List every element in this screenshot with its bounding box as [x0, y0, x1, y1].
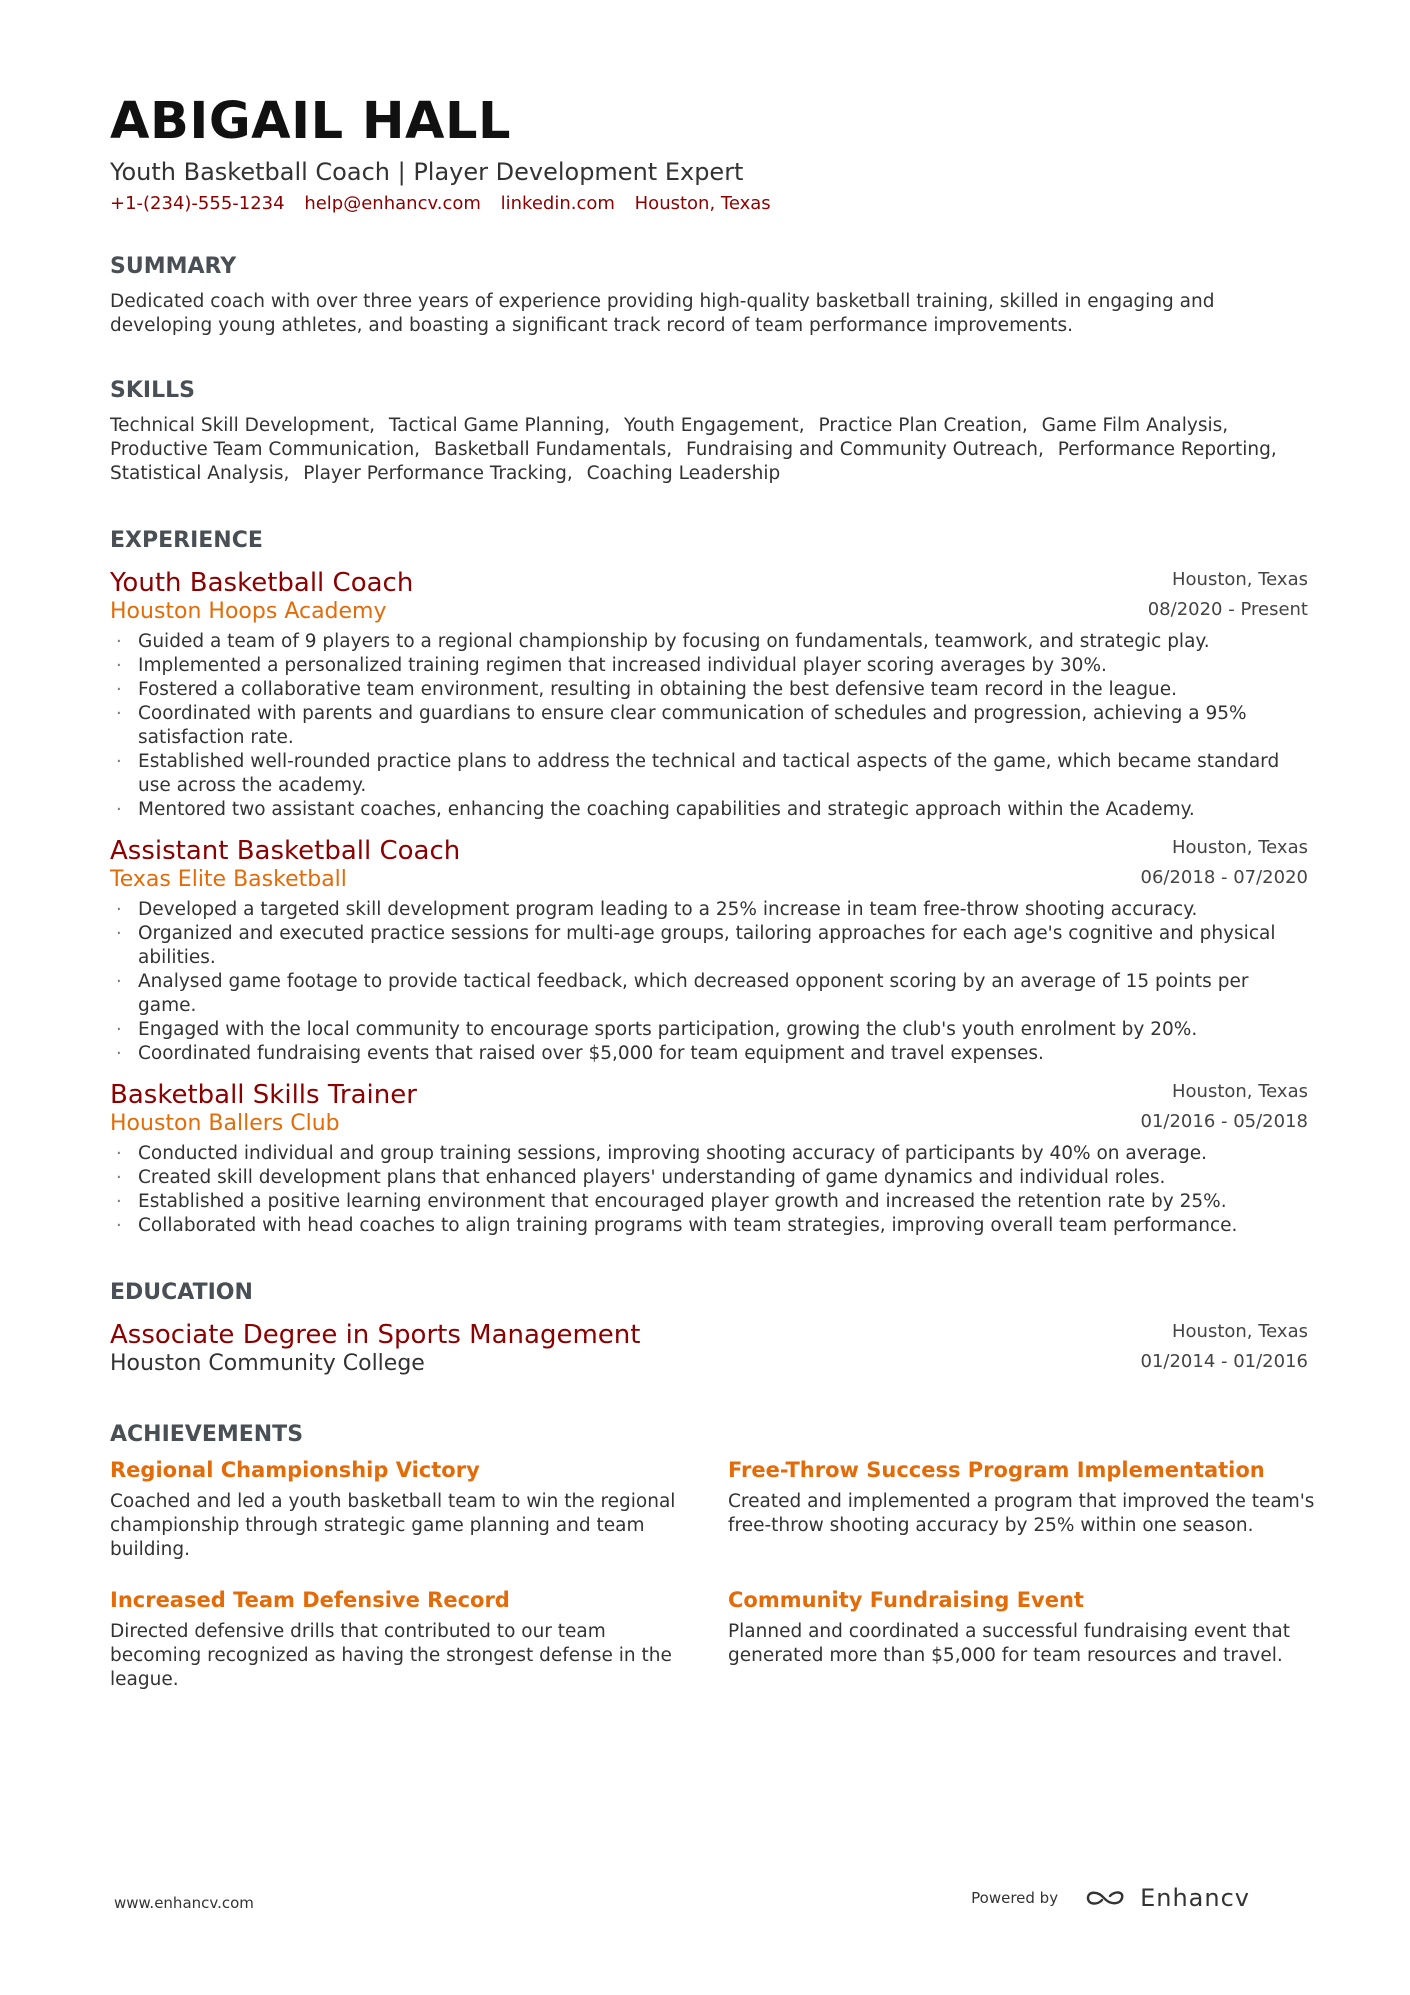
job-dates: 06/2018 - 07/2020 [1140, 867, 1308, 888]
candidate-name: ABIGAIL HALL [110, 92, 512, 151]
school-name: Houston Community College [110, 1351, 425, 1376]
bullet-item: · Organized and executed practice sessions for multi-age groups, tailoring approaches for each age's cognitive and physical abilities. [110, 922, 1308, 970]
enhancv-logo-icon [1084, 1886, 1130, 1910]
achievement-item [110, 1456, 700, 1562]
skills-heading: SKILLS [110, 378, 195, 403]
job-location: Houston, Texas [1171, 837, 1308, 858]
brand-name: Enhancv [1140, 1884, 1250, 1912]
bullet-item: · Conducted individual and group training sessions, improving shooting accuracy of participants by 40% on average. [110, 1142, 1308, 1166]
resume-page [110, 90, 1315, 1716]
job-title: Youth Basketball Coach [110, 568, 414, 598]
degree-title: Associate Degree in Sports Management [110, 1320, 641, 1350]
achievement-description: Planned and coordinated a successful fundraising event that generated more than $5,000 for team resources and travel. [728, 1621, 1290, 1666]
education-dates: 01/2014 - 01/2016 [1140, 1351, 1308, 1372]
bullet-item: · Coordinated with parents and guardians to ensure clear communication of schedules and progression, achieving a 95% satisfaction rate. [110, 702, 1308, 750]
achievements-heading: ACHIEVEMENTS [110, 1422, 304, 1447]
footer-website[interactable]: www.enhancv.com [114, 1894, 254, 1912]
skill-item: Game Film Analysis, [1041, 415, 1229, 436]
bullet-item: · Collaborated with head coaches to align training programs with team strategies, improving overall team performance. [110, 1214, 1308, 1238]
company-name: Texas Elite Basketball [110, 867, 347, 892]
powered-by-label: Powered by [971, 1889, 1059, 1907]
achievement-description: Coached and led a youth basketball team to win the regional championship through strategic game planning and team building. [110, 1491, 676, 1560]
email-link[interactable]: help@enhancv.com [304, 193, 481, 214]
bullet-item: · Established a positive learning environment that encouraged player growth and increased the retention rate by 25%. [110, 1190, 1308, 1214]
achievement-item [110, 1586, 700, 1692]
footer-branding [971, 1884, 1250, 1912]
education-heading: EDUCATION [110, 1280, 253, 1305]
bullet-item: · Engaged with the local community to encourage sports participation, growing the club's youth enrolment by 20%. [110, 1018, 1308, 1042]
skill-item: Practice Plan Creation, [818, 415, 1028, 436]
bullet-item: · Analysed game footage to provide tactical feedback, which decreased opponent scoring by an average of 15 points per game. [110, 970, 1308, 1018]
experience-entry [110, 566, 1308, 822]
skill-item: Fundraising and Community Outreach, [686, 439, 1044, 460]
candidate-headline: Youth Basketball Coach | Player Development Expert [110, 158, 744, 186]
bullet-item: · Established well-rounded practice plans to address the technical and tactical aspects of the game, which became standard use across the academy. [110, 750, 1308, 798]
job-title: Assistant Basketball Coach [110, 836, 461, 866]
bullet-item: · Fostered a collaborative team environment, resulting in obtaining the best defensive team record in the league. [110, 678, 1308, 702]
achievement-title: Increased Team Defensive Record [110, 1588, 510, 1612]
bullet-item: · Developed a targeted skill development program leading to a 25% increase in team free-throw shooting accuracy. [110, 898, 1308, 922]
experience-entry [110, 1078, 1308, 1238]
linkedin-link[interactable]: linkedin.com [500, 193, 615, 214]
enhancv-brand[interactable] [1084, 1884, 1250, 1912]
phone-link[interactable]: +1-(234)-555-1234 [110, 193, 285, 214]
achievement-description: Created and implemented a program that improved the team's free-throw shooting accuracy by 25% within one season. [728, 1491, 1315, 1536]
achievement-item [728, 1586, 1318, 1692]
achievement-description: Directed defensive drills that contributed to our team becoming recognized as having the strongest defense in the league. [110, 1621, 672, 1690]
job-location: Houston, Texas [1171, 1081, 1308, 1102]
summary-text: Dedicated coach with over three years of experience providing high-quality basketball training, skilled in engaging and developing young athletes, and boasting a significant track record of team performance improvements. [110, 291, 1215, 336]
experience-entry [110, 834, 1308, 1066]
contact-line [110, 192, 1308, 216]
job-dates: 08/2020 - Present [1147, 599, 1308, 620]
bullet-item: · Coordinated fundraising events that raised over $5,000 for team equipment and travel expenses. [110, 1042, 1308, 1066]
location-text: Houston, Texas [634, 193, 771, 214]
bullet-item: · Implemented a personalized training regimen that increased individual player scoring averages by 30%. [110, 654, 1308, 678]
achievement-title: Community Fundraising Event [728, 1588, 1084, 1612]
job-location: Houston, Texas [1171, 569, 1308, 590]
bullet-item: · Created skill development plans that enhanced players' understanding of game dynamics and individual roles. [110, 1166, 1308, 1190]
achievement-item [728, 1456, 1318, 1562]
skill-item: Productive Team Communication, [110, 439, 421, 460]
skill-item: Tactical Game Planning, [388, 415, 611, 436]
skill-item: Performance Reporting, [1057, 439, 1277, 460]
company-name: Houston Ballers Club [110, 1111, 340, 1136]
job-bullets [110, 630, 1308, 822]
bullet-item: · Guided a team of 9 players to a regional championship by focusing on fundamentals, teamwork, and strategic play. [110, 630, 1308, 654]
achievements-grid [110, 1456, 1315, 1716]
bullet-item: · Mentored two assistant coaches, enhancing the coaching capabilities and strategic approach within the Academy. [110, 798, 1308, 822]
skill-item: Player Performance Tracking, [303, 463, 573, 484]
skill-item: Youth Engagement, [624, 415, 805, 436]
education-entry [110, 1318, 1308, 1378]
job-dates: 01/2016 - 05/2018 [1140, 1111, 1308, 1132]
summary-heading: SUMMARY [110, 254, 237, 279]
skill-item: Basketball Fundamentals, [433, 439, 673, 460]
experience-heading: EXPERIENCE [110, 528, 263, 553]
skill-item: Statistical Analysis, [110, 463, 290, 484]
job-title: Basketball Skills Trainer [110, 1080, 417, 1110]
company-name: Houston Hoops Academy [110, 599, 387, 624]
achievement-title: Regional Championship Victory [110, 1458, 480, 1482]
job-bullets [110, 1142, 1308, 1238]
skills-list [110, 414, 1308, 486]
skill-item: Coaching Leadership [586, 463, 781, 484]
achievement-title: Free-Throw Success Program Implementation [728, 1458, 1265, 1482]
job-bullets [110, 898, 1308, 1066]
skill-item: Technical Skill Development, [110, 415, 376, 436]
school-location: Houston, Texas [1171, 1321, 1308, 1342]
